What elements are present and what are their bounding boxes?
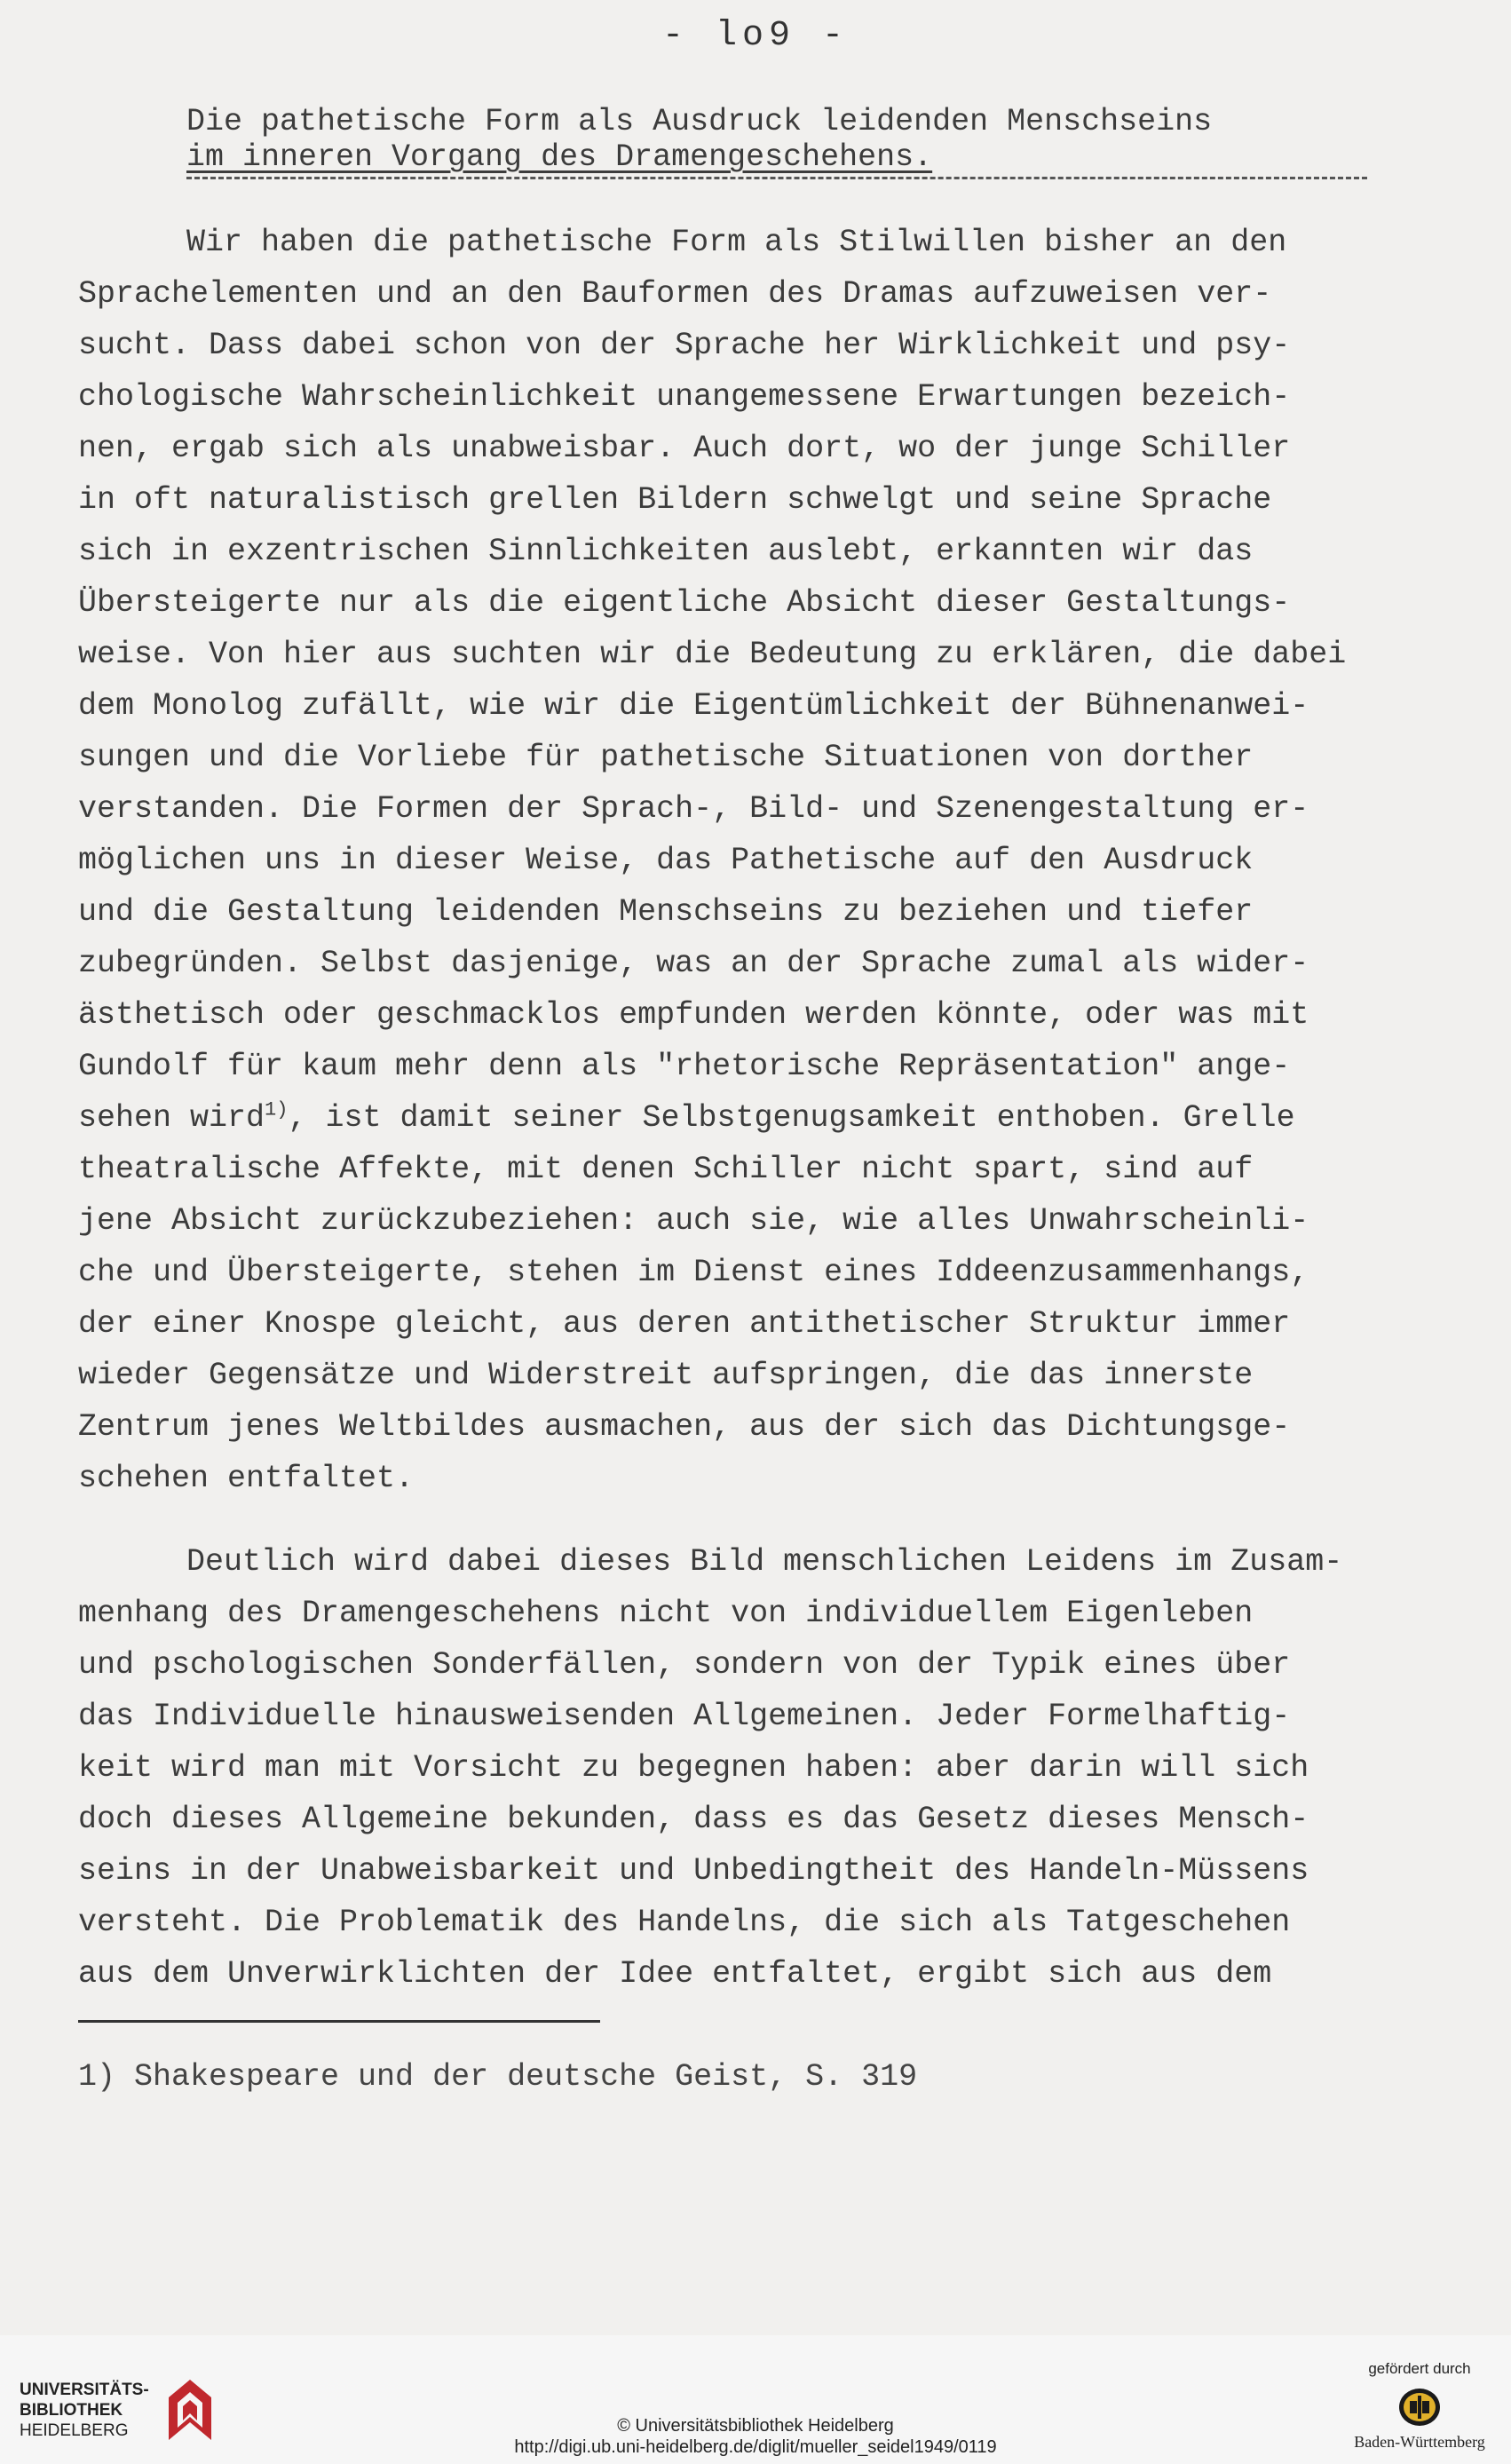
copyright-text: © Universitätsbibliothek Heidelberg (617, 2416, 894, 2436)
text-line: verstanden. Die Formen der Sprach-, Bild- und Szenengestaltung er- (78, 791, 1309, 827)
text-line: und pschologischen Sonderfällen, sondern von der Typik eines über (78, 1647, 1291, 1683)
text-line: seins in der Unabweisbarkeit und Unbedingtheit des Handeln-Müssens (78, 1853, 1309, 1889)
footnote-separator (78, 2020, 600, 2023)
text-line: Zentrum jenes Weltbildes ausmachen, aus der sich das Dichtungsge- (78, 1409, 1291, 1445)
text-line: in oft naturalistisch grellen Bildern schwelgt und seine Sprache (78, 482, 1272, 518)
text-line: chologische Wahrscheinlichkeit unangemessene Erwartungen bezeich- (78, 379, 1291, 415)
text-line: Sprachelementen und an den Bauformen des Dramas aufzuweisen ver- (78, 276, 1272, 312)
text-line: keit wird man mit Vorsicht zu begegnen haben: aber darin will sich (78, 1750, 1309, 1786)
text-segment: , ist damit seiner Selbstgenugsamkeit enthoben. Grelle (288, 1100, 1295, 1136)
text-line: versteht. Die Problematik des Handelns, die sich als Tatgeschehen (78, 1905, 1291, 1940)
text-line: zubegründen. Selbst dasjenige, was an der Sprache zumal als wider- (78, 946, 1309, 981)
text-line: theatralische Affekte, mit denen Schiller nicht spart, sind auf (78, 1152, 1254, 1187)
text-line: das Individuelle hinausweisenden Allgemeinen. Jeder Formelhaftig- (78, 1699, 1291, 1734)
library-name-line-1: UNIVERSITÄTS- (20, 2381, 149, 2399)
funder-name: Baden-Württemberg (1354, 2433, 1485, 2451)
page-number: - lo9 - (661, 16, 850, 56)
section-heading-line-1: Die pathetische Form als Ausdruck leidenden Menschseins (186, 104, 1213, 139)
library-name-line-2: BIBLIOTHEK (20, 2401, 123, 2420)
text-line: sich in exzentrischen Sinnlichkeiten auslebt, erkannten wir das (78, 534, 1254, 569)
text-line-with-footnote (78, 1098, 1295, 1136)
document-url[interactable]: http://digi.ub.uni-heidelberg.de/diglit/mueller_seidel1949/0119 (514, 2437, 997, 2457)
library-name-line-3: HEIDELBERG (20, 2421, 129, 2440)
text-line: Deutlich wird dabei dieses Bild menschlichen Leidens im Zusam- (186, 1544, 1343, 1580)
text-line: aus dem Unverwirklichten der Idee entfaltet, ergibt sich aus dem (78, 1956, 1272, 1992)
text-line: Übersteigerte nur als die eigentliche Absicht dieser Gestaltungs- (78, 585, 1291, 621)
page-footer (0, 2335, 1511, 2464)
text-line: sungen und die Vorliebe für pathetische Situationen von dorther (78, 740, 1254, 775)
text-line: der einer Knospe gleicht, aus deren antithetischer Struktur immer (78, 1306, 1291, 1342)
text-line: Gundolf für kaum mehr denn als "rhetorische Repräsentation" ange- (78, 1049, 1291, 1084)
funded-by-label: gefördert durch (1368, 2360, 1471, 2377)
text-segment: sehen wird (78, 1100, 265, 1136)
text-line: sucht. Dass dabei schon von der Sprache her Wirklichkeit und psy- (78, 328, 1291, 363)
text-line: wieder Gegensätze und Widerstreit aufspringen, die das innerste (78, 1358, 1254, 1393)
text-line: schehen entfaltet. (78, 1461, 415, 1496)
text-line: und die Gestaltung leidenden Menschseins zu beziehen und tiefer (78, 894, 1254, 930)
text-line: nen, ergab sich als unabweisbar. Auch dort, wo der junge Schiller (78, 431, 1291, 466)
heading-underline (186, 177, 1367, 179)
footnote-marker: 1) (265, 1098, 289, 1121)
text-line: ästhetisch oder geschmacklos empfunden werden könnte, oder was mit (78, 997, 1309, 1033)
text-line: weise. Von hier aus suchten wir die Bedeutung zu erklären, die dabei (78, 637, 1347, 672)
section-heading-line-2: im inneren Vorgang des Dramengeschehens. (186, 139, 933, 175)
text-line: menhang des Dramengeschehens nicht von individuellem Eigenleben (78, 1596, 1254, 1631)
text-line: jene Absicht zurückzubeziehen: auch sie, wie alles Unwahrscheinli- (78, 1203, 1309, 1239)
baden-wuerttemberg-seal-icon (1397, 2387, 1442, 2428)
funder-block (1344, 2360, 1495, 2452)
text-line: dem Monolog zufällt, wie wir die Eigentümlichkeit der Bühnenanwei- (78, 688, 1309, 724)
text-line: möglichen uns in dieser Weise, das Pathetische auf den Ausdruck (78, 843, 1254, 878)
copyright-notice (0, 2415, 1511, 2458)
text-line: doch dieses Allgemeine bekunden, dass es das Gesetz dieses Mensch- (78, 1802, 1309, 1837)
text-line: Wir haben die pathetische Form als Stilwillen bisher an den (186, 225, 1287, 260)
text-line: che und Übersteigerte, stehen im Dienst eines Iddeenzusammenhangs, (78, 1255, 1309, 1290)
footnote: 1) Shakespeare und der deutsche Geist, S. 319 (78, 2059, 918, 2095)
